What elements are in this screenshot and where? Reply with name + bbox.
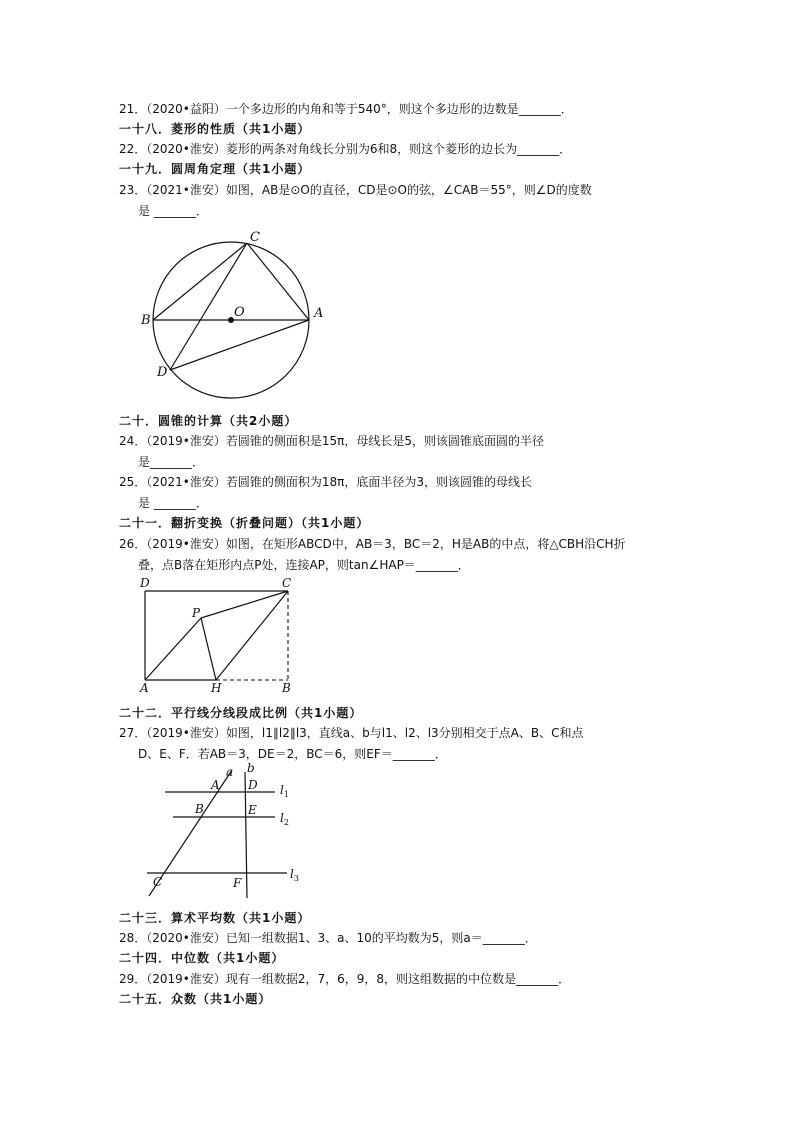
label-point-c: C bbox=[153, 875, 163, 889]
line-b bbox=[245, 772, 247, 898]
question-23-line2: 是 _______． bbox=[138, 204, 208, 218]
label-c: C bbox=[250, 230, 260, 245]
label-h: H bbox=[211, 681, 222, 695]
question-26-line2: 叠，点B落在矩形内点P处，连接AP，则tan∠HAP＝_______． bbox=[138, 558, 470, 572]
question-27-line1: 27．（2019•淮安）如图，l1∥l2∥l3，直线a、b与l1、l2、l3分别相交于点A、B、C和点 bbox=[119, 726, 584, 740]
label-a: A bbox=[140, 681, 149, 695]
question-24-line1: 24．（2019•淮安）若圆锥的侧面积是15π，母线长是5，则该圆锥底面圆的半径 bbox=[119, 434, 545, 448]
label-a-line: a bbox=[226, 765, 234, 779]
question-25-line2: 是 _______． bbox=[138, 496, 208, 510]
label-c: C bbox=[282, 576, 292, 590]
question-28: 28．（2020•淮安）已知一组数据1、3、a、10的平均数为5，则a＝_______． bbox=[119, 931, 537, 945]
question-24-line2: 是_______． bbox=[138, 455, 205, 469]
question-23-line1: 23．（2021•淮安）如图，AB是⊙O的直径，CD是⊙O的弦，∠CAB＝55°，则∠D的度数 bbox=[119, 183, 592, 197]
label-l1: $l_1$ bbox=[280, 783, 289, 799]
label-point-a: A bbox=[211, 778, 220, 792]
question-29: 29．（2019•淮安）现有一组数据2，7，6，9，8，则这组数据的中位数是_______． bbox=[119, 972, 571, 986]
label-point-f: F bbox=[233, 876, 242, 890]
label-point-b: B bbox=[195, 802, 204, 816]
label-point-e: E bbox=[248, 803, 257, 817]
question-21: 21．（2020•益阳）一个多边形的内角和等于540°，则这个多边形的边数是_______． bbox=[119, 102, 573, 116]
chord-bc bbox=[153, 243, 247, 320]
label-d: D bbox=[140, 576, 150, 590]
label-l3: $l_3$ bbox=[290, 867, 299, 883]
section-24-heading: 二十四．中位数（共1小题） bbox=[119, 951, 285, 965]
label-b-line: b bbox=[247, 761, 255, 775]
section-18-heading: 一十八．菱形的性质（共1小题） bbox=[119, 122, 311, 136]
label-b: B bbox=[141, 313, 151, 328]
section-21-heading: 二十一．翻折变换（折叠问题）（共1小题） bbox=[119, 516, 370, 530]
fold-line-ch bbox=[216, 591, 288, 680]
rectangle-figure bbox=[135, 574, 310, 699]
question-27-line2: D、E、F．若AB＝3，DE＝2，BC＝6，则EF＝_______． bbox=[138, 747, 447, 761]
label-l2: $l_2$ bbox=[280, 811, 289, 827]
label-a: A bbox=[314, 306, 324, 321]
chord-ca bbox=[247, 243, 309, 320]
label-d: D bbox=[157, 365, 168, 380]
chord-da bbox=[170, 320, 309, 370]
parallel-lines-figure bbox=[135, 760, 310, 900]
segment-cp bbox=[201, 591, 288, 618]
section-23-heading: 二十三．算术平均数（共1小题） bbox=[119, 911, 311, 925]
question-26-line1: 26．（2019•淮安）如图，在矩形ABCD中，AB＝3，BC＝2，H是AB的中点，将△CBH沿CH折 bbox=[119, 537, 626, 551]
label-p: P bbox=[192, 606, 201, 620]
circle-figure bbox=[140, 228, 340, 398]
question-25-line1: 25．（2021•淮安）若圆锥的侧面积为18π，底面半径为3，则该圆锥的母线长 bbox=[119, 475, 533, 489]
segment-ph bbox=[201, 618, 216, 680]
label-b: B bbox=[282, 681, 291, 695]
label-o: O bbox=[234, 305, 245, 320]
question-22: 22．（2020•淮安）菱形的两条对角线长分别为6和8，则这个菱形的边长为_______． bbox=[119, 142, 572, 156]
section-19-heading: 一十九．圆周角定理（共1小题） bbox=[119, 162, 311, 176]
segment-ap bbox=[145, 618, 201, 680]
section-20-heading: 二十．圆锥的计算（共2小题） bbox=[119, 414, 298, 428]
section-25-heading: 二十五．众数（共1小题） bbox=[119, 992, 272, 1006]
label-point-d: D bbox=[248, 778, 258, 792]
section-22-heading: 二十二．平行线分线段成比例（共1小题） bbox=[119, 706, 363, 720]
